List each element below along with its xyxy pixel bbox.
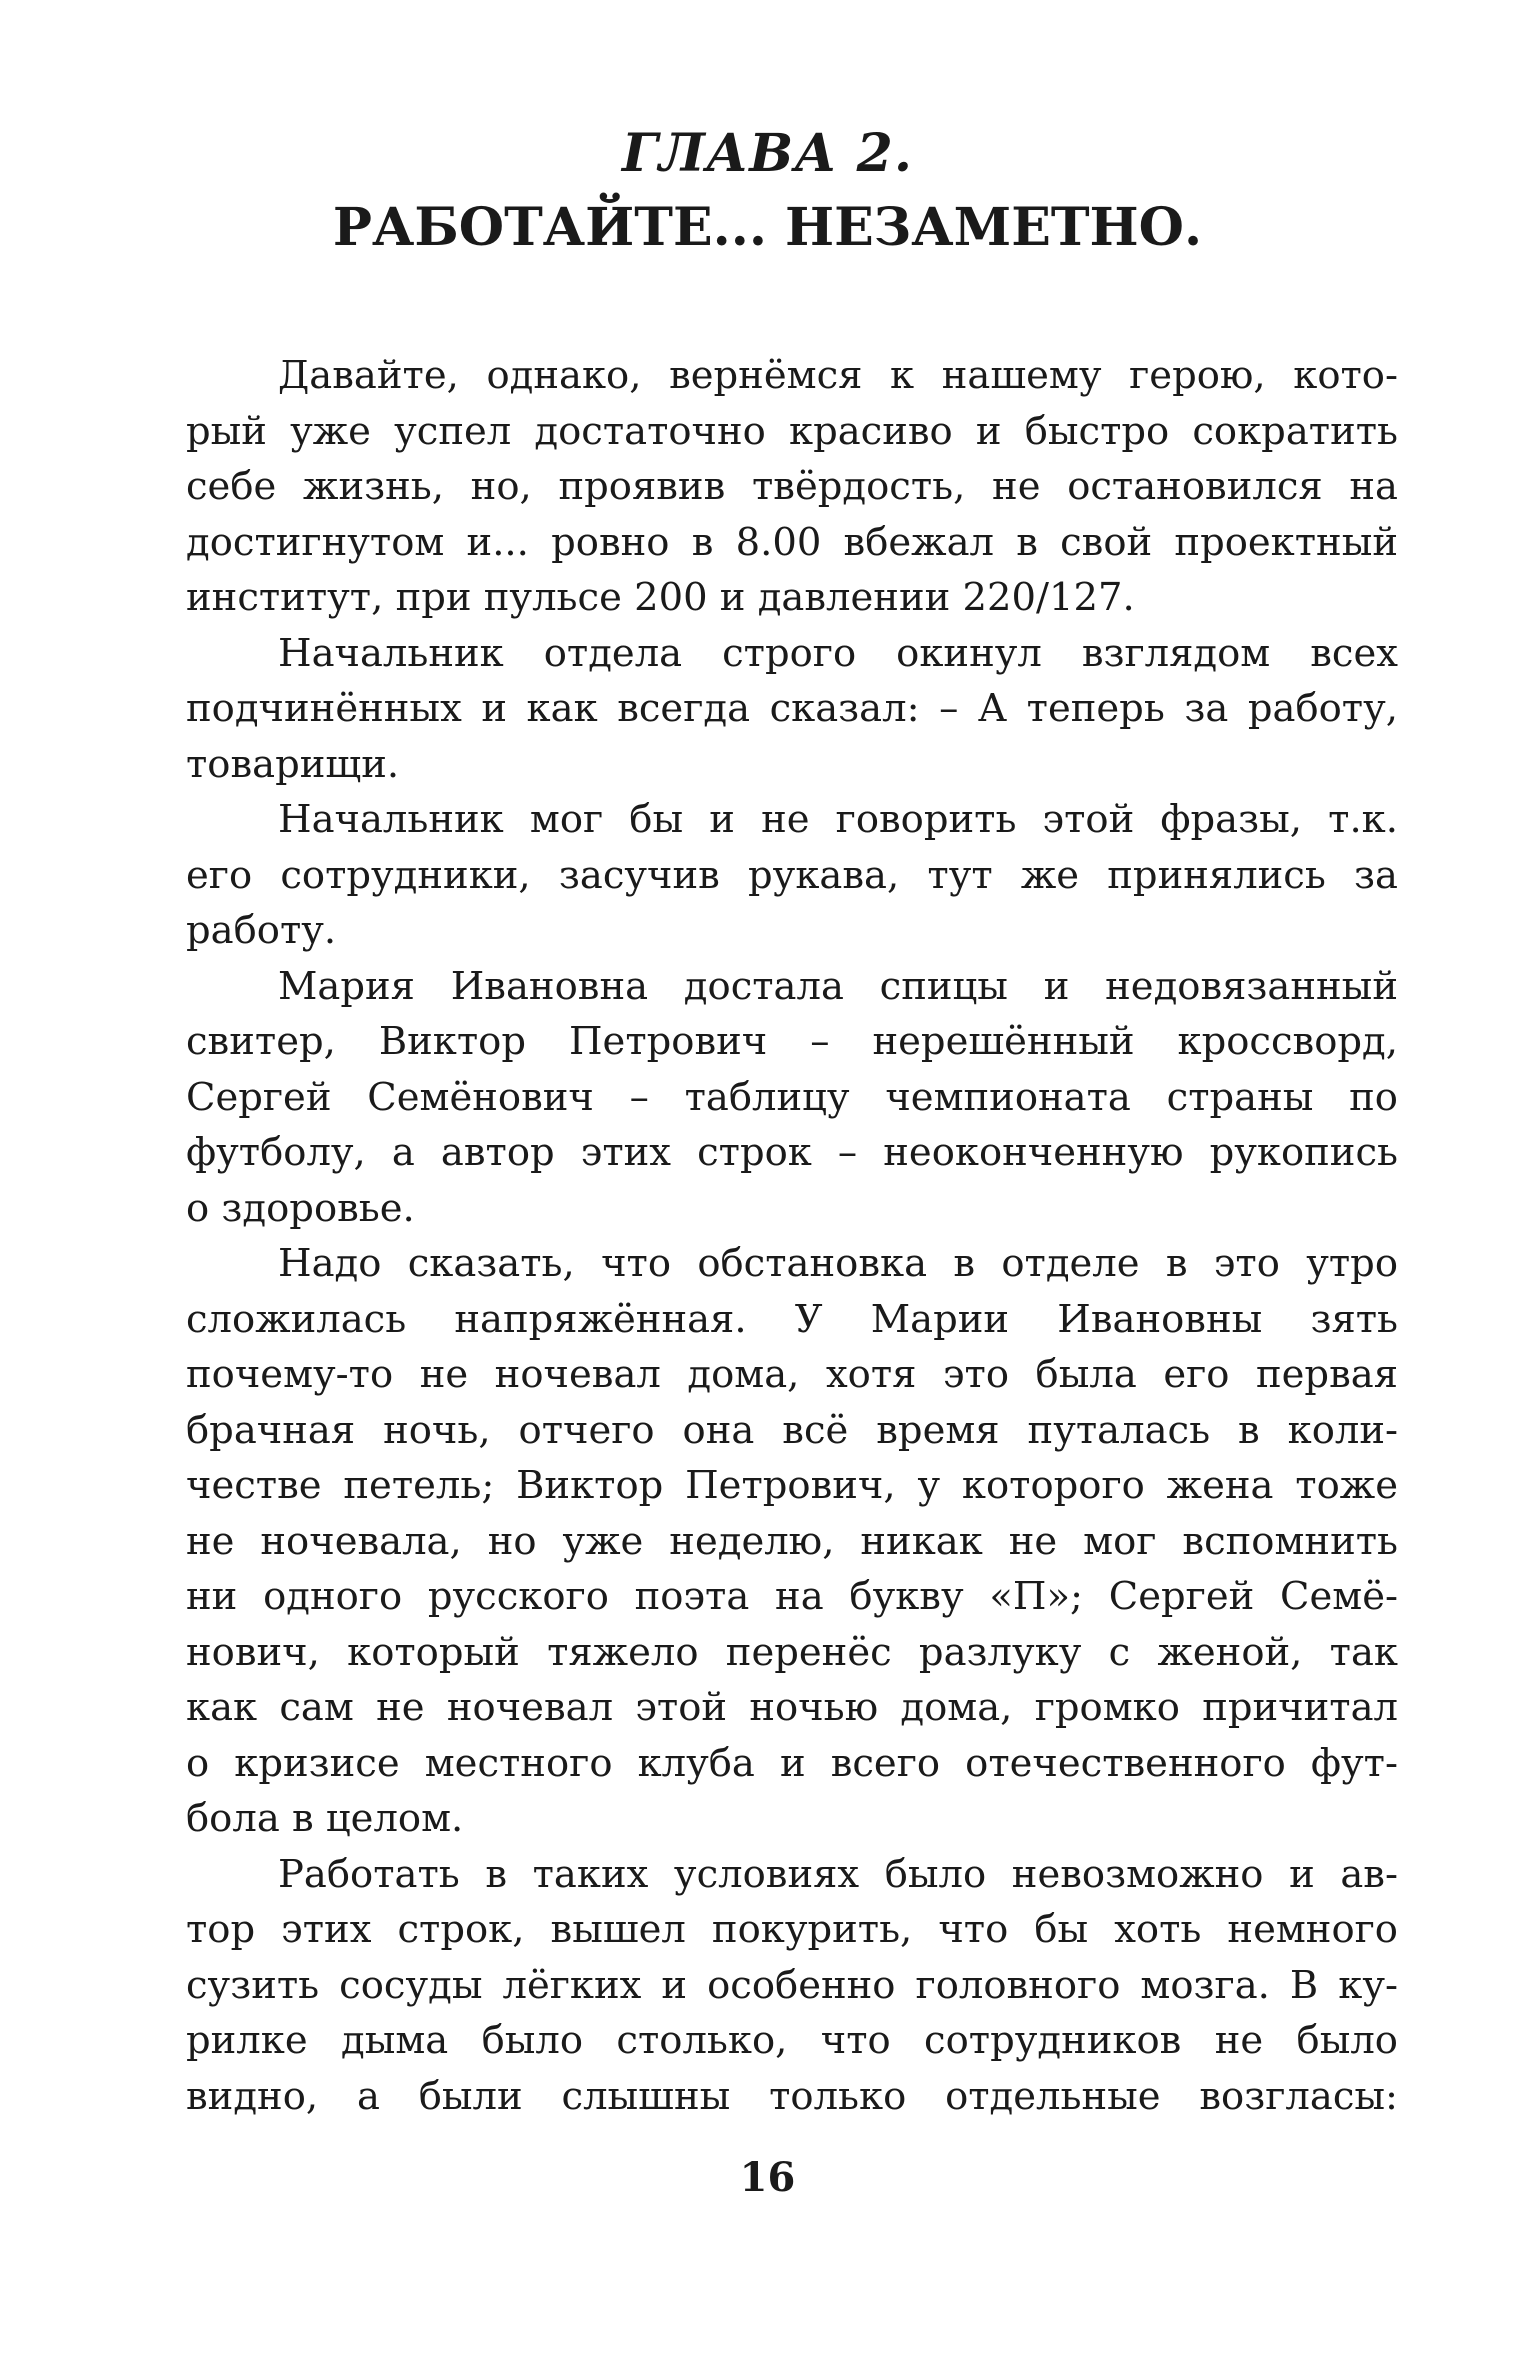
text-line: Мария Ивановна достала спицы и недовязанный xyxy=(278,963,1398,1009)
text-line: о кризисе местного клуба и всего отечественного фут- xyxy=(186,1740,1398,1786)
text-line: товарищи. xyxy=(186,741,400,787)
text-line: Давайте, однако, вернёмся к нашему герою, кото- xyxy=(278,353,1398,398)
text-line: подчинённых и как всегда сказал: – А теперь за работу, xyxy=(186,686,1398,731)
paragraph xyxy=(186,1847,1398,2125)
text-line: рый уже успел достаточно красиво и быстро сократить xyxy=(186,408,1398,454)
text-line: рилке дыма было столько, что сотрудников не было xyxy=(186,2018,1398,2063)
text-line: брачная ночь, отчего она всё время путалась в коли- xyxy=(186,1407,1398,1453)
text-line: Работать в таких условиях было невозможно и ав- xyxy=(278,1851,1398,1897)
text-line: не ночевала, но уже неделю, никак не мог вспомнить xyxy=(186,1518,1398,1564)
paragraph xyxy=(186,792,1398,959)
page-number: 16 xyxy=(739,2154,796,2201)
text-line: как сам не ночевал этой ночью дома, громко причитал xyxy=(186,1685,1398,1730)
text-line: сложилась напряжённая. У Марии Ивановны зять xyxy=(186,1296,1398,1342)
text-line: себе жизнь, но, проявив твёрдость, не остановился на xyxy=(186,464,1398,509)
text-line: бола в целом. xyxy=(186,1796,464,1841)
text-line: свитер, Виктор Петрович – нерешённый кроссворд, xyxy=(186,1019,1398,1064)
chapter-number: ГЛАВА 2. xyxy=(622,123,913,184)
chapter-title: РАБОТАЙТЕ... НЕЗАМЕТНО. xyxy=(332,197,1203,258)
text-line: честве петель; Виктор Петрович, у которого жена тоже xyxy=(186,1463,1398,1508)
text-line: футболу, а автор этих строк – неоконченную рукопись xyxy=(186,1130,1398,1175)
text-line: нович, который тяжело перенёс разлуку с женой, так xyxy=(186,1629,1398,1675)
paragraph xyxy=(186,348,1398,626)
text-line: почему-то не ночевал дома, хотя это была его первая xyxy=(186,1352,1398,1397)
body-text xyxy=(186,348,1398,2124)
text-line: видно, а были слышны только отдельные возгласы: xyxy=(186,2073,1398,2119)
text-line: Надо сказать, что обстановка в отделе в это утро xyxy=(278,1241,1398,1286)
paragraph xyxy=(186,1236,1398,1847)
paragraph xyxy=(186,626,1398,793)
text-line: работу. xyxy=(186,908,337,953)
text-line: тор этих строк, вышел покурить, что бы хоть немного xyxy=(186,1907,1398,1952)
text-line: Начальник мог бы и не говорить этой фразы, т.к. xyxy=(278,797,1398,842)
text-line: достигнутом и... ровно в 8.00 вбежал в свой проектный xyxy=(186,519,1398,565)
paragraph xyxy=(186,959,1398,1237)
text-line: Сергей Семёнович – таблицу чемпионата страны по xyxy=(186,1074,1398,1120)
text-line: институт, при пульсе 200 и давлении 220/127. xyxy=(186,575,1135,620)
text-line: сузить сосуды лёгких и особенно головного мозга. В ку- xyxy=(186,1962,1398,2008)
text-line: ни одного русского поэта на букву «П»; Сергей Семё- xyxy=(186,1574,1398,1619)
text-line: о здоровье. xyxy=(186,1185,415,1231)
text-line: его сотрудники, засучив рукава, тут же принялись за xyxy=(186,852,1398,898)
text-line: Начальник отдела строго окинул взглядом всех xyxy=(278,630,1398,676)
